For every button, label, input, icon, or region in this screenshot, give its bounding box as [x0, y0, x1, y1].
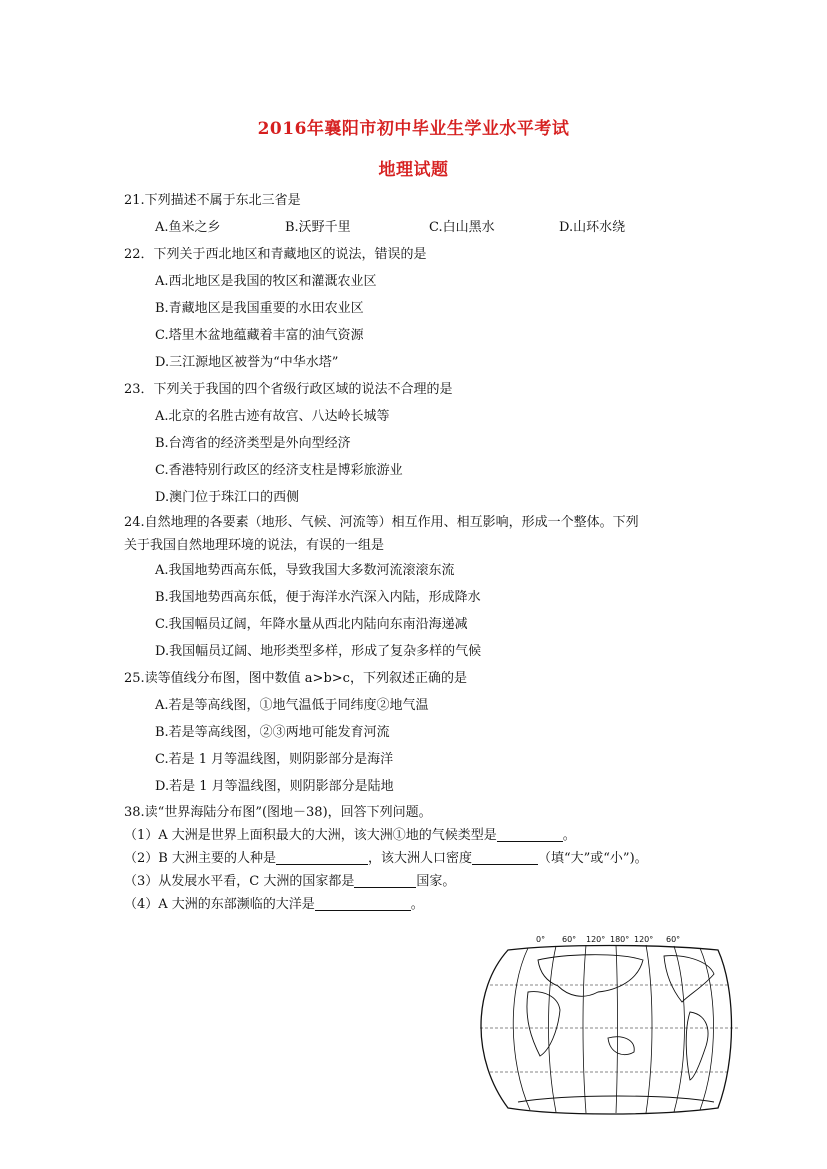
question-38-part-3 [124, 873, 455, 891]
meridian [549, 946, 557, 1112]
africa-outline [527, 992, 560, 1056]
part-3-end: 国家。 [416, 874, 456, 889]
antarctica-outline [518, 1096, 714, 1102]
part-1-end: 。 [562, 828, 576, 843]
map-outline [481, 946, 732, 1115]
question-38-part-1 [124, 827, 576, 845]
option-a: A.西北地区是我国的牧区和灌溉农业区 [155, 274, 377, 289]
question-24-stem-continued: 关于我国自然地理环境的说法，有误的一组是 [124, 538, 385, 553]
longitude-label: 60° [562, 935, 577, 944]
part-4-text: （4）A 大洲的东部濒临的大洋是 [124, 897, 315, 912]
option-d: D.澳门位于珠江口的西侧 [155, 490, 300, 505]
option-a: A.鱼米之乡 [155, 220, 221, 235]
longitude-label: 120° [586, 935, 606, 944]
option-a: A.若是等高线图，①地气温低于同纬度②地气温 [155, 698, 429, 713]
meridian [700, 948, 714, 1110]
option-d: D.山环水绕 [559, 220, 626, 235]
eurasia-outline [538, 955, 643, 997]
option-a: A.我国地势西高东低，导致我国大多数河流滚滚东流 [155, 563, 455, 578]
meridian [646, 945, 652, 1113]
north-america-outline [664, 956, 714, 1002]
question-23-stem: 23．下列关于我国的四个省级行政区域的说法不合理的是 [124, 382, 453, 397]
part-2-text: （2）B 大洲主要的人种是 [124, 851, 276, 866]
option-b: B.沃野千里 [285, 220, 351, 235]
question-38-stem: 38.读“世界海陆分布图”(图地－38)，回答下列问题。 [124, 805, 432, 820]
option-d: D.我国幅员辽阔、地形类型多样，形成了复杂多样的气候 [155, 644, 482, 659]
meridian [583, 945, 586, 1113]
question-38-part-2 [124, 850, 648, 868]
exam-subtitle: 地理试题 [378, 160, 449, 180]
option-b: B.若是等高线图，②③两地可能发育河流 [155, 725, 390, 740]
australia-outline [608, 1037, 634, 1055]
question-22-stem: 22．下列关于西北地区和青藏地区的说法，错误的是 [124, 247, 427, 262]
longitude-label: 180° [610, 935, 630, 944]
option-d: D.若是 1 月等温线图，则阴影部分是陆地 [155, 779, 394, 794]
option-d: D.三江源地区被誉为“中华水塔” [155, 355, 339, 370]
part-3-text: （3）从发展水平看，C 大洲的国家都是 [124, 874, 355, 889]
option-c: C.白山黑水 [429, 220, 495, 235]
option-c: C.香港特别行政区的经济支柱是博彩旅游业 [155, 463, 403, 478]
option-b: B.我国地势西高东低，便于海洋水汽深入内陆，形成降水 [155, 590, 481, 605]
option-c: C.若是 1 月等温线图，则阴影部分是海洋 [155, 752, 394, 767]
meridian [616, 945, 618, 1113]
south-america-outline [686, 1012, 708, 1080]
question-21-options [155, 219, 625, 237]
option-b: B.台湾省的经济类型是外向型经济 [155, 436, 351, 451]
meridian [674, 946, 685, 1112]
world-land-sea-map [468, 930, 748, 1120]
part-2-end: （填“大”或“小”)。 [537, 851, 648, 866]
option-c: C.我国幅员辽阔，年降水量从西北内陆向东南沿海递减 [155, 617, 468, 632]
question-24-stem: 24.自然地理的各要素（地形、气候、河流等）相互作用、相互影响，形成一个整体。下列 [124, 515, 639, 530]
longitude-label: 60° [666, 935, 681, 944]
exam-title: 2016年襄阳市初中毕业生学业水平考试 [257, 119, 570, 139]
answer-blank[interactable] [472, 850, 538, 865]
answer-blank[interactable] [276, 850, 368, 865]
question-38-part-4 [124, 896, 424, 914]
meridian [513, 948, 530, 1110]
question-25-stem: 25.读等值线分布图，图中数值 a>b>c，下列叙述正确的是 [124, 671, 467, 686]
longitude-label: 0° [536, 935, 546, 944]
option-c: C.塔里木盆地蕴藏着丰富的油气资源 [155, 328, 364, 343]
longitude-label: 120° [634, 935, 654, 944]
answer-blank[interactable] [497, 827, 563, 842]
part-4-end: 。 [410, 897, 424, 912]
part-2-mid: ，该大洲人口密度 [367, 851, 472, 866]
option-a: A.北京的名胜古迹有故宫、八达岭长城等 [155, 409, 390, 424]
question-21-stem: 21.下列描述不属于东北三省是 [124, 193, 301, 208]
option-b: B.青藏地区是我国重要的水田农业区 [155, 301, 364, 316]
part-1-text: （1）A 大洲是世界上面积最大的大洲，该大洲①地的气候类型是 [124, 828, 497, 843]
answer-blank[interactable] [315, 896, 411, 911]
answer-blank[interactable] [354, 873, 416, 888]
